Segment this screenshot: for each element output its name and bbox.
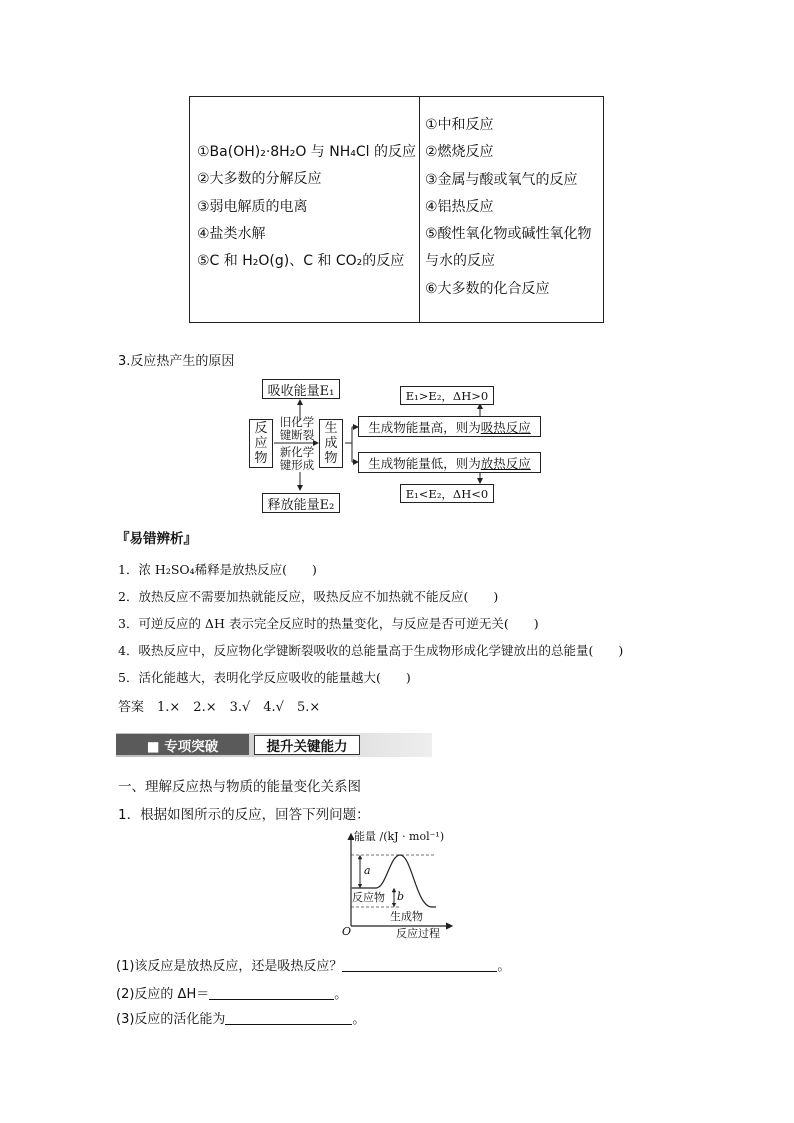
table-cell: ⑤C 和 H₂O(g)、C 和 CO₂的反应 [197, 253, 405, 270]
comparison-table [189, 96, 604, 323]
banner-right-label: 提升关键能力 [254, 735, 360, 755]
part-title: 一、理解反应热与物质的能量变化关系图 [118, 779, 361, 795]
pitfall-item: 4．吸热反应中，反应物化学键断裂吸收的总能量高于生成物形成化学键放出的总能量( ) [118, 643, 624, 658]
subquestion-2 [116, 983, 347, 1002]
section-title: 3.反应热产生的原因 [118, 354, 235, 369]
origin-label: O [342, 925, 352, 938]
condition-endothermic-box: E₁>E₂，ΔH>0 [400, 386, 494, 405]
table-cell: ④盐类水解 [197, 225, 266, 242]
table-cell: ⑥大多数的化合反应 [425, 280, 550, 297]
high-energy-box [358, 416, 541, 437]
a-label: a [364, 864, 371, 877]
subquestion-3 [116, 1008, 365, 1027]
table-divider [419, 97, 420, 322]
question-text: 1．根据如图所示的反应，回答下列问题： [118, 807, 370, 823]
table-cell: 与水的反应 [425, 253, 495, 270]
condition-exothermic-box: E₁<E₂，ΔH<0 [400, 484, 494, 503]
table-cell: ③弱电解质的电离 [197, 198, 308, 215]
table-cell: ④铝热反应 [425, 198, 494, 215]
table-cell: ②大多数的分解反应 [197, 171, 322, 188]
table-cell: ①中和反应 [425, 117, 494, 133]
subquestion-text: (1)该反应是放热反应，还是吸热反应？ [116, 959, 343, 974]
pitfall-item: 5．活化能越大，表明化学反应吸收的能量越大( ) [118, 670, 411, 685]
table-cell: ⑤酸性氧化物或碱性氧化物 [425, 226, 592, 243]
answer-line: 答案 1.× 2.× 3.√ 4.√ 5.× [118, 700, 321, 715]
subquestion-end: 。 [334, 987, 348, 1002]
exothermic-column [425, 112, 601, 303]
table-cell: ②燃烧反应 [425, 144, 494, 161]
endothermic-term: 吸热反应 [480, 419, 531, 435]
old-bond-label-line: 键断裂 [279, 428, 315, 442]
product-label: 生成物 [390, 910, 423, 923]
exothermic-term: 放热反应 [480, 455, 531, 471]
old-bond-label-line: 旧化学 [279, 415, 315, 429]
subquestion-end: 。 [352, 1012, 366, 1027]
endothermic-column [197, 139, 416, 275]
banner-left-label: ■ 专项突破 [116, 734, 249, 755]
section-banner [116, 733, 432, 757]
pitfall-item: 2．放热反应不需要加热就能反应，吸热反应不加热就不能反应( ) [118, 589, 499, 604]
table-cell: ③金属与酸或氧气的反应 [425, 171, 578, 188]
answer-blank[interactable] [209, 999, 334, 1000]
reactant-label: 反应物 [352, 891, 385, 904]
subquestion-text: (3)反应的活化能为 [116, 1012, 226, 1027]
reactant-box: 反应物 [249, 419, 273, 468]
subquestion-text: (2)反应的 ΔH＝ [116, 987, 210, 1002]
subquestion-end: 。 [497, 959, 511, 974]
answer-blank[interactable] [342, 971, 497, 972]
x-axis-label: 反应过程 [396, 927, 440, 940]
low-energy-text: 生成物能量低，则为 [368, 455, 481, 471]
subquestion-1 [116, 955, 510, 974]
pitfall-title: 『易错辨析』 [116, 531, 197, 547]
absorb-energy-box: 吸收能量E₁ [262, 379, 340, 399]
release-energy-box: 释放能量E₂ [262, 493, 340, 513]
answer-blank[interactable] [225, 1024, 352, 1025]
pitfall-item: 1．浓 H₂SO₄稀释是放热反应( ) [118, 562, 317, 577]
pitfall-item: 3．可逆反应的 ΔH 表示完全反应时的热量变化，与反应是否可逆无关( ) [118, 616, 539, 631]
old-bond-label [276, 416, 318, 442]
low-energy-box [358, 452, 541, 473]
b-label: b [397, 890, 405, 903]
new-bond-label [276, 446, 318, 472]
y-axis-label: 能量 /(kJ · mol⁻¹) [354, 830, 445, 843]
table-cell: ①Ba(OH)₂·8H₂O 与 NH₄Cl 的反应 [197, 144, 416, 160]
new-bond-label-line: 新化学 [279, 445, 315, 459]
new-bond-label-line: 键形成 [279, 458, 315, 472]
high-energy-text: 生成物能量高，则为 [368, 419, 481, 435]
product-box: 生成物 [319, 419, 343, 468]
energy-profile-chart [340, 828, 460, 942]
